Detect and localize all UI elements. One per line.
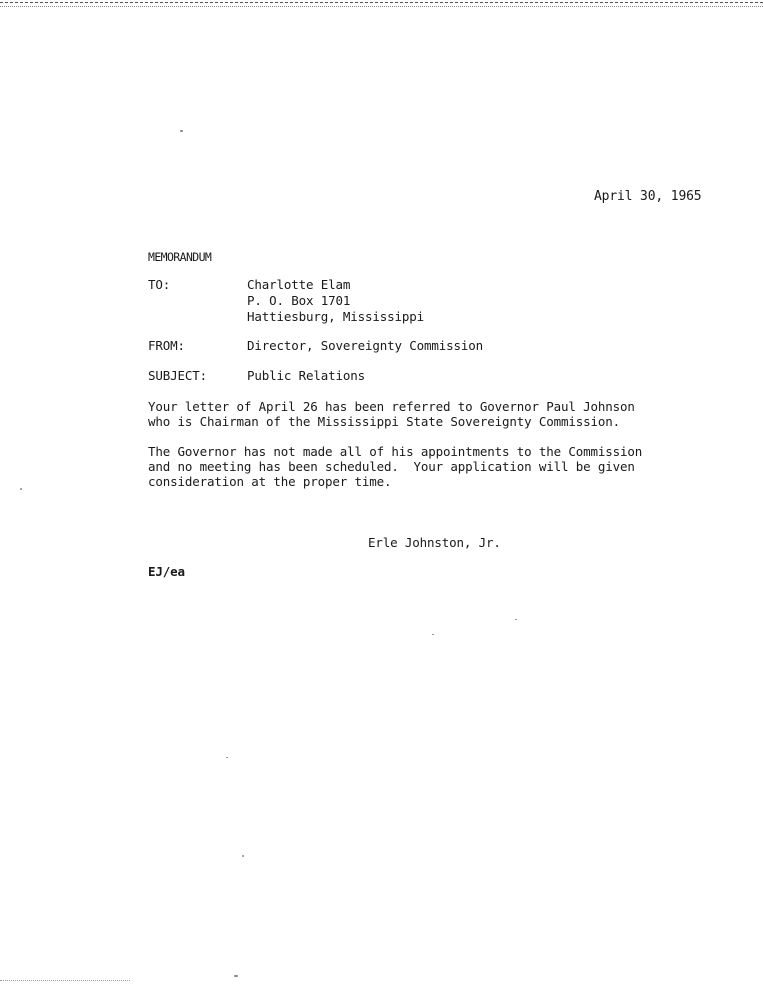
scan-speck <box>515 619 517 620</box>
body-paragraph-2-line: The Governor has not made all of his appointments to the Commission <box>148 444 643 459</box>
signature-name: Erle Johnston, Jr. <box>368 535 501 550</box>
memo-date: April 30, 1965 <box>594 189 702 204</box>
subject-value: Public Relations <box>247 368 366 383</box>
typist-initials: EJ/ea <box>148 564 185 579</box>
scan-speck <box>180 130 183 132</box>
to-label: TO: <box>148 277 171 292</box>
to-recipient-name: Charlotte Elam <box>247 277 351 292</box>
scan-speck <box>226 757 228 758</box>
scan-speck <box>20 488 22 490</box>
body-paragraph-1-line: who is Chairman of the Mississippi State Sovereignty Commission. <box>148 414 621 429</box>
scan-bottom-edge <box>0 980 130 983</box>
from-label: FROM: <box>148 338 185 353</box>
scan-speck <box>242 855 244 857</box>
from-value: Director, Sovereignty Commission <box>247 338 484 353</box>
body-paragraph-2-line: consideration at the proper time. <box>148 474 392 489</box>
scan-top-edge <box>0 2 763 7</box>
subject-label: SUBJECT: <box>148 368 208 383</box>
to-city-line: Hattiesburg, Mississippi <box>247 309 425 324</box>
memo-heading: MEMORANDUM <box>148 250 212 264</box>
body-paragraph-2-line: and no meeting has been scheduled. Your application will be given <box>148 459 635 474</box>
scan-speck <box>432 634 434 635</box>
to-address-line: P. O. Box 1701 <box>247 293 351 308</box>
scan-speck <box>234 975 238 977</box>
body-paragraph-1-line: Your letter of April 26 has been referred to Governor Paul Johnson <box>148 399 635 414</box>
